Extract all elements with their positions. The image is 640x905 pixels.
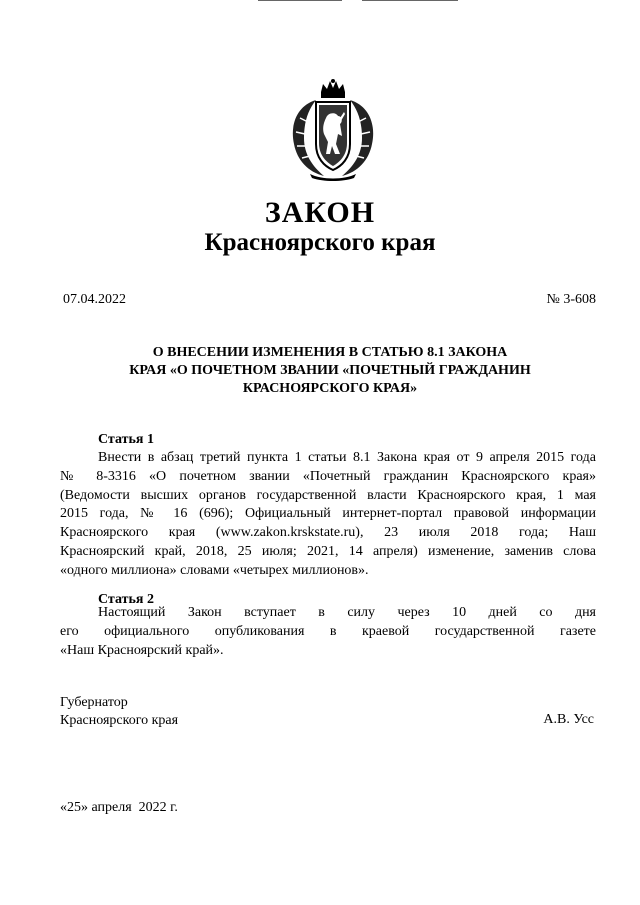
signatory-name: А.В. Усс bbox=[543, 712, 594, 727]
article-2-title: Статья 2 bbox=[98, 592, 154, 607]
article-2-line: Настоящий Закон вступает в силу через 10 дней со дня bbox=[98, 605, 596, 620]
article-1-line: «одного миллиона» словами «четырех миллионов». bbox=[60, 562, 369, 578]
coat-of-arms-emblem-icon bbox=[286, 78, 380, 182]
article-1-title: Статья 1 bbox=[98, 432, 154, 447]
article-1-line: (Ведомости высших органов государственной власти Красноярского края, 1 мая bbox=[60, 487, 596, 503]
law-heading-line: КРАЯ «О ПОЧЕТНОМ ЗВАНИИ «ПОЧЕТНЫЙ ГРАЖДАНИН bbox=[129, 363, 531, 378]
scan-artifact-line bbox=[258, 0, 342, 1]
article-1-line: Внести в абзац третий пункта 1 статьи 8.1 Закона края от 9 апреля 2015 года bbox=[98, 450, 596, 465]
signatory-position bbox=[60, 694, 178, 730]
article-1-line: Красноярского края (www.zakon.krskstate.ru), 23 июля 2018 года; Наш bbox=[60, 525, 596, 541]
article-1-line: № 8-3316 «О почетном звании «Почетный гражданин Красноярского края» bbox=[60, 468, 596, 484]
article-2-text bbox=[60, 604, 596, 660]
article-2-line: его официального опубликования в краевой государственной газете bbox=[60, 623, 596, 639]
signatory-position-line: Губернатор bbox=[60, 695, 128, 710]
document-title: ЗАКОН bbox=[264, 196, 376, 229]
law-heading-line: О ВНЕСЕНИИ ИЗМЕНЕНИЯ В СТАТЬЮ 8.1 ЗАКОНА bbox=[152, 345, 508, 360]
law-date: 07.04.2022 bbox=[63, 292, 126, 307]
law-number: № 3-608 bbox=[546, 292, 596, 307]
signing-date: «25» апреля 2022 г. bbox=[60, 800, 178, 815]
article-1-line: 2015 года, № 16 (696); Официальный интернет-портал правовой информации bbox=[60, 506, 596, 522]
article-1-text bbox=[60, 449, 596, 581]
law-heading bbox=[60, 344, 600, 398]
signatory-position-line: Красноярского края bbox=[60, 713, 179, 728]
document-subtitle: Красноярского края bbox=[204, 229, 436, 256]
article-2-line: «Наш Красноярский край». bbox=[60, 642, 224, 658]
scan-artifact-line bbox=[362, 0, 458, 1]
article-1-line: Красноярский край, 2018, 25 июля; 2021, 14 апреля) изменение, заменив слова bbox=[60, 543, 596, 559]
law-heading-line: КРАСНОЯРСКОГО КРАЯ» bbox=[242, 381, 418, 396]
date-number-row bbox=[63, 292, 596, 308]
